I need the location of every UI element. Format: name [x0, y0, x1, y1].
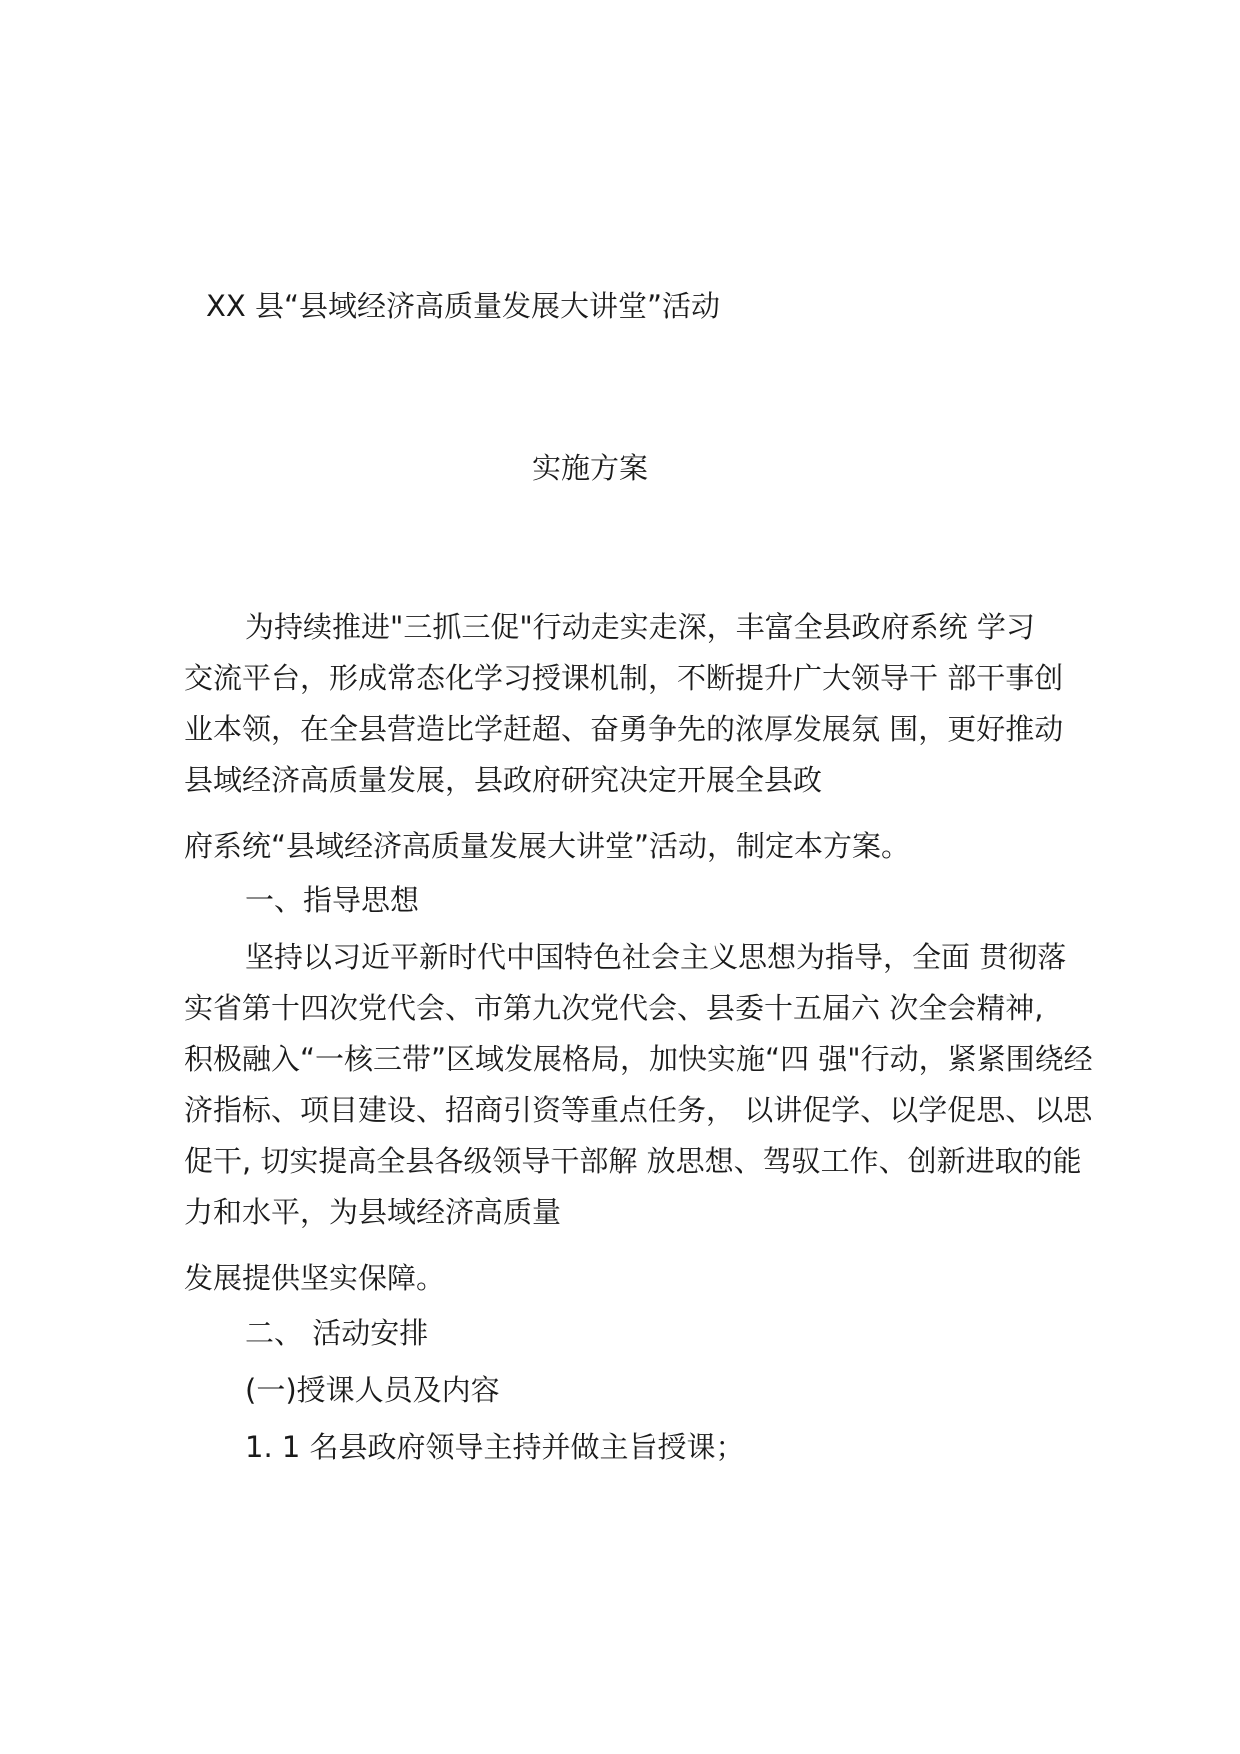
intro-line-3: 业本领，在全县营造比学赶超、奋勇争先的浓厚发展氛 围，更好推动 [184, 712, 1064, 746]
subsection-1-heading: (一)授课人员及内容 [245, 1373, 500, 1407]
section-1-line-7: 发展提供坚实保障。 [184, 1261, 446, 1295]
section-1-heading: 一、指导思想 [245, 883, 420, 917]
section-2-heading: 二、 活动安排 [245, 1316, 429, 1350]
section-1-line-3: 积极融入“一核三带”区域发展格局，加快实施“四 强"行动，紧紧围绕经 [184, 1042, 1093, 1076]
section-1-line-4: 济指标、项目建设、招商引资等重点任务， 以讲促学、以学促思、以思 [184, 1093, 1093, 1127]
section-1-line-1: 坚持以习近平新时代中国特色社会主义思想为指导，全面 贯彻落 [245, 940, 1067, 974]
intro-line-4: 县域经济高质量发展，县政府研究决定开展全县政 [184, 763, 823, 797]
document-subtitle: 实施方案 [532, 451, 649, 485]
section-1-line-2: 实省第十四次党代会、市第九次党代会、县委十五届六 次全会精神, [184, 991, 1044, 1025]
document-title: XX 县“县域经济高质量发展大讲堂”活动 [206, 289, 721, 323]
section-1-line-6: 力和水平，为县域经济高质量 [184, 1195, 562, 1229]
intro-line-2: 交流平台，形成常态化学习授课机制，不断提升广大领导干 部干事创 [184, 661, 1064, 695]
section-1-line-5: 促干, 切实提高全县各级领导干部解 放思想、驾驭工作、创新进取的能 [184, 1144, 1082, 1178]
intro-line-1: 为持续推进"三抓三促"行动走实走深，丰富全县政府系统 学习 [245, 610, 1035, 644]
intro-line-5: 府系统“县域经济高质量发展大讲堂”活动，制定本方案。 [184, 829, 911, 863]
list-item-1: 1. 1 名县政府领导主持并做主旨授课； [245, 1430, 745, 1464]
